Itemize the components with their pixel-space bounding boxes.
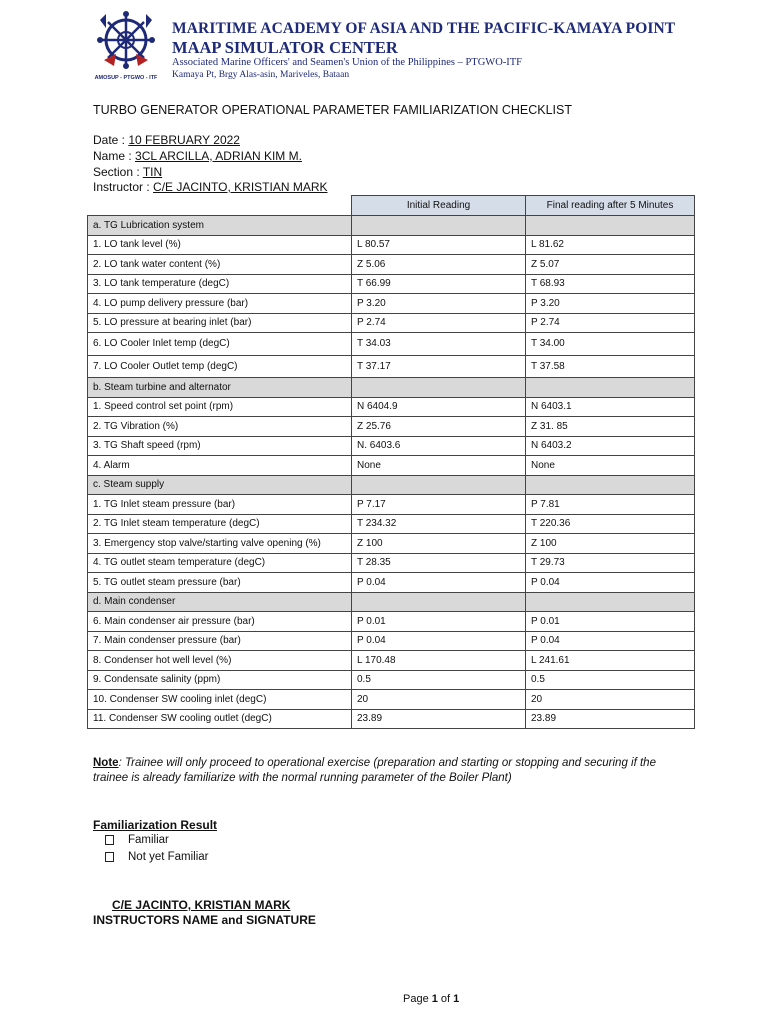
table-row xyxy=(88,274,695,294)
parameter-cell: 11. Condenser SW cooling outlet (degC) xyxy=(88,709,352,729)
initial-reading-cell: P 0.01 xyxy=(352,612,526,632)
final-reading-cell: None xyxy=(526,456,695,476)
initial-reading-cell: Z 25.76 xyxy=(352,417,526,437)
initial-reading-cell: L 80.57 xyxy=(352,235,526,255)
section-empty-cell xyxy=(526,475,695,495)
initial-reading-cell: N 6404.9 xyxy=(352,397,526,417)
header-final-reading: Final reading after 5 Minutes xyxy=(526,196,695,216)
parameter-cell: 2. TG Inlet steam temperature (degC) xyxy=(88,514,352,534)
checkbox-familiar[interactable] xyxy=(105,835,114,845)
initial-reading-cell: P 0.04 xyxy=(352,631,526,651)
familiarization-result-title: Familiarization Result xyxy=(93,818,218,832)
table-row xyxy=(88,495,695,515)
section-empty-cell xyxy=(352,475,526,495)
final-reading-cell: 23.89 xyxy=(526,709,695,729)
final-reading-cell: Z 31. 85 xyxy=(526,417,695,437)
header-blank-cell xyxy=(88,196,352,216)
final-reading-cell: P 7.81 xyxy=(526,495,695,515)
parameter-cell: 3. TG Shaft speed (rpm) xyxy=(88,436,352,456)
section-empty-cell xyxy=(352,216,526,236)
initial-reading-cell: 0.5 xyxy=(352,670,526,690)
final-reading-cell: Z 100 xyxy=(526,534,695,554)
final-reading-cell: T 220.36 xyxy=(526,514,695,534)
parameter-cell: 8. Condenser hot well level (%) xyxy=(88,651,352,671)
final-reading-cell: L 81.62 xyxy=(526,235,695,255)
table-row xyxy=(88,612,695,632)
parameter-cell: 2. TG Vibration (%) xyxy=(88,417,352,437)
table-row xyxy=(88,514,695,534)
instructor-signature-name: C/E JACINTO, KRISTIAN MARK xyxy=(112,898,291,912)
table-row xyxy=(88,456,695,476)
table-row xyxy=(88,313,695,333)
note-label: Note xyxy=(93,757,119,769)
table-row xyxy=(88,709,695,729)
section-empty-cell xyxy=(526,216,695,236)
header-academy-name: MARITIME ACADEMY OF ASIA AND THE PACIFIC-KAMAYA POINT xyxy=(172,20,676,37)
section-row xyxy=(88,475,695,495)
section-title: b. Steam turbine and alternator xyxy=(88,378,352,398)
instructor-line xyxy=(93,180,328,194)
parameter-cell: 2. LO tank water content (%) xyxy=(88,255,352,275)
initial-reading-cell: T 34.03 xyxy=(352,333,526,356)
initial-reading-cell: T 37.17 xyxy=(352,355,526,378)
table-row xyxy=(88,397,695,417)
initial-reading-cell: T 234.32 xyxy=(352,514,526,534)
final-reading-cell: P 3.20 xyxy=(526,294,695,314)
parameter-table xyxy=(87,195,695,729)
table-row xyxy=(88,670,695,690)
initial-reading-cell: T 28.35 xyxy=(352,553,526,573)
header-union-name: Associated Marine Officers' and Seamen's Union of the Philippines – PTGWO-ITF xyxy=(172,57,523,68)
final-reading-cell: P 2.74 xyxy=(526,313,695,333)
final-reading-cell: 20 xyxy=(526,690,695,710)
initial-reading-cell: P 3.20 xyxy=(352,294,526,314)
instructor-value: C/E JACINTO, KRISTIAN MARK xyxy=(153,180,328,194)
table-row xyxy=(88,631,695,651)
table-header-row xyxy=(88,196,695,216)
table-row xyxy=(88,573,695,593)
initial-reading-cell: None xyxy=(352,456,526,476)
table-row xyxy=(88,333,695,356)
header-center-name: MAAP SIMULATOR CENTER xyxy=(172,38,398,57)
option-not-yet-familiar-label: Not yet Familiar xyxy=(128,851,209,863)
initial-reading-cell: T 66.99 xyxy=(352,274,526,294)
name-label: Name : xyxy=(93,149,136,163)
parameter-cell: 7. LO Cooler Outlet temp (degC) xyxy=(88,355,352,378)
logo-caption: AMOSUP - PTGWO - ITF xyxy=(94,75,158,81)
initial-reading-cell: P 2.74 xyxy=(352,313,526,333)
section-empty-cell xyxy=(352,592,526,612)
header-address: Kamaya Pt, Brgy Alas-asin, Mariveles, Bataan xyxy=(172,70,350,80)
document-title: TURBO GENERATOR OPERATIONAL PARAMETER FAMILIARIZATION CHECKLIST xyxy=(93,103,573,117)
table-row xyxy=(88,355,695,378)
instructor-signature-label: INSTRUCTORS NAME and SIGNATURE xyxy=(93,913,316,927)
final-reading-cell: P 0.01 xyxy=(526,612,695,632)
final-reading-cell: P 0.04 xyxy=(526,631,695,651)
page-total: 1 xyxy=(453,993,460,1005)
final-reading-cell: L 241.61 xyxy=(526,651,695,671)
section-title: c. Steam supply xyxy=(88,475,352,495)
final-reading-cell: T 37.58 xyxy=(526,355,695,378)
parameter-cell: 1. TG Inlet steam pressure (bar) xyxy=(88,495,352,515)
parameter-cell: 1. Speed control set point (rpm) xyxy=(88,397,352,417)
date-line xyxy=(93,133,240,147)
initial-reading-cell: P 7.17 xyxy=(352,495,526,515)
initial-reading-cell: Z 5.06 xyxy=(352,255,526,275)
parameter-cell: 6. LO Cooler Inlet temp (degC) xyxy=(88,333,352,356)
section-row xyxy=(88,378,695,398)
section-label: Section : xyxy=(93,165,143,179)
table-row xyxy=(88,651,695,671)
final-reading-cell: 0.5 xyxy=(526,670,695,690)
initial-reading-cell: 23.89 xyxy=(352,709,526,729)
note-text: : Trainee will only proceed to operational exercise (preparation and starting or stopping and securing if the trainee is already familiarize with the normal running parameter of the Boiler Plant) xyxy=(93,757,656,784)
table-row xyxy=(88,534,695,554)
initial-reading-cell: L 170.48 xyxy=(352,651,526,671)
parameter-cell: 4. LO pump delivery pressure (bar) xyxy=(88,294,352,314)
parameter-cell: 9. Condensate salinity (ppm) xyxy=(88,670,352,690)
section-title: d. Main condenser xyxy=(88,592,352,612)
final-reading-cell: N 6403.2 xyxy=(526,436,695,456)
parameter-cell: 1. LO tank level (%) xyxy=(88,235,352,255)
initial-reading-cell: P 0.04 xyxy=(352,573,526,593)
table-row xyxy=(88,235,695,255)
option-not-yet-familiar[interactable] xyxy=(105,851,209,863)
initial-reading-cell: 20 xyxy=(352,690,526,710)
initial-reading-cell: N. 6403.6 xyxy=(352,436,526,456)
parameter-cell: 4. TG outlet steam temperature (degC) xyxy=(88,553,352,573)
parameter-cell: 3. LO tank temperature (degC) xyxy=(88,274,352,294)
section-value: TIN xyxy=(142,165,163,179)
final-reading-cell: T 68.93 xyxy=(526,274,695,294)
name-value: 3CL ARCILLA, ADRIAN KIM M. xyxy=(135,149,302,163)
parameter-cell: 5. LO pressure at bearing inlet (bar) xyxy=(88,313,352,333)
checkbox-not-yet-familiar[interactable] xyxy=(105,852,114,862)
header-initial-reading: Initial Reading xyxy=(352,196,526,216)
parameter-cell: 3. Emergency stop valve/starting valve opening (%) xyxy=(88,534,352,554)
section-row xyxy=(88,592,695,612)
parameter-cell: 6. Main condenser air pressure (bar) xyxy=(88,612,352,632)
date-value: 10 FEBRUARY 2022 xyxy=(128,133,240,147)
parameter-cell: 10. Condenser SW cooling inlet (degC) xyxy=(88,690,352,710)
initial-reading-cell: Z 100 xyxy=(352,534,526,554)
page-number xyxy=(403,993,459,1005)
section-row xyxy=(88,216,695,236)
table-row xyxy=(88,255,695,275)
final-reading-cell: T 34.00 xyxy=(526,333,695,356)
name-line xyxy=(93,149,302,163)
page-of: of xyxy=(437,993,454,1005)
date-label: Date : xyxy=(93,133,129,147)
option-familiar-label: Familiar xyxy=(128,834,169,846)
trainee-note xyxy=(93,756,673,786)
option-familiar[interactable] xyxy=(105,834,169,846)
maap-logo xyxy=(94,10,158,82)
table-row xyxy=(88,294,695,314)
table-row xyxy=(88,553,695,573)
table-row xyxy=(88,690,695,710)
section-empty-cell xyxy=(352,378,526,398)
final-reading-cell: P 0.04 xyxy=(526,573,695,593)
section-empty-cell xyxy=(526,592,695,612)
parameter-cell: 4. Alarm xyxy=(88,456,352,476)
section-line xyxy=(93,165,162,179)
parameter-cell: 5. TG outlet steam pressure (bar) xyxy=(88,573,352,593)
parameter-cell: 7. Main condenser pressure (bar) xyxy=(88,631,352,651)
section-title: a. TG Lubrication system xyxy=(88,216,352,236)
final-reading-cell: Z 5.07 xyxy=(526,255,695,275)
table-row xyxy=(88,417,695,437)
page-current: 1 xyxy=(431,993,438,1005)
section-empty-cell xyxy=(526,378,695,398)
instructor-label: Instructor : xyxy=(93,180,154,194)
table-row xyxy=(88,436,695,456)
page-prefix: Page xyxy=(403,993,432,1005)
final-reading-cell: N 6403.1 xyxy=(526,397,695,417)
final-reading-cell: T 29.73 xyxy=(526,553,695,573)
